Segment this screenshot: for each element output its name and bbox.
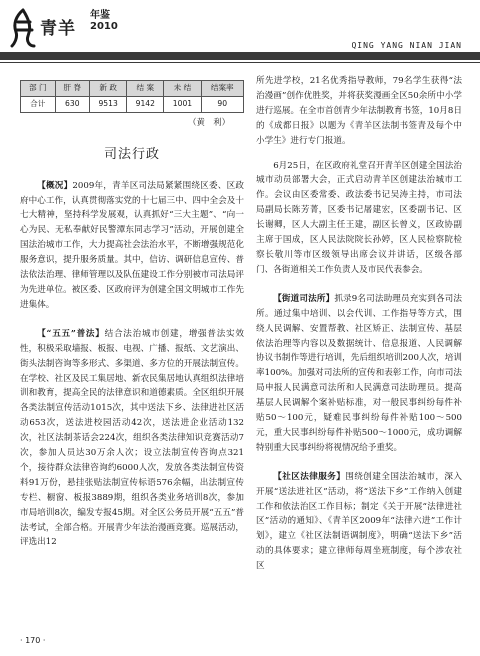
page-header <box>0 0 480 66</box>
paragraph-gap <box>256 278 462 292</box>
paragraph-community-legal <box>256 470 462 574</box>
case-stats-table <box>20 80 244 113</box>
paragraph-text: 围绕创建全国法治城市，深入开展“送法进社区”活动，将“送法下乡”工作纳入创建工作和依法治区工作目标；制定《关于开展“法律进社区”活动的通知》、《青羊区2009年“法律六进”工作计划》，建立《社区法制语调制度》，明确“送法下乡”活动的具体要求；建立律师每周坐班制度，每个涉农社区 <box>256 471 462 572</box>
paragraph-tag: 【概况】 <box>37 180 73 191</box>
table-cell: 630 <box>55 96 90 112</box>
paragraph-text: 2009年，青羊区司法局紧紧围绕区委、区政府中心工作，认真贯彻落实党的十七届三中、四中全会及十七大精神，坚持科学发展观，认真抓好“三大主题”、“向一心为民、无私奉献好民警潭东同志学习”活动，开展创建全国法治城市工作，大力提高社会法治水平，不断增强规范化服务意识，提升服务质量。其中，信访、调研信息宣传、普法依法治理、律师管理以及队伍建设工作分别被市司法局评为先进单位。被区委、区政府评为创建全国文明城市工作先进集体。 <box>20 180 244 310</box>
table-header-cell: 部 门 <box>21 81 56 97</box>
table-header-cell: 结 案 <box>127 81 164 97</box>
paragraph-continued: 所先进学校，21名优秀指导教师，79名学生获得“法治漫画”创作优胜奖，并将获奖漫画全区50余所中小学进行巡展。在全市首创青少年法制教育书签，10月8日的《成都日报》以题为《青羊区法制书签青及每个中小学生》进行专门报道。 <box>256 76 462 146</box>
author-credit: （黄 利） <box>188 116 230 127</box>
paragraph-overview <box>20 179 244 313</box>
table-header-row <box>21 81 244 97</box>
right-column <box>256 74 462 574</box>
logo-year-label: 年鉴 <box>90 10 110 21</box>
table-cell: 9513 <box>90 96 127 112</box>
page-number: · 170 · <box>20 636 46 645</box>
paragraph-gap <box>256 456 462 470</box>
header-rule <box>0 62 480 63</box>
paragraph-text: 抓录9名司法助理员充实到各司法所。通过集中培训、以会代训、工作指导等方式，围绕人民调解、安置帮教、社区矫正、法制宣传、基层依法治理等内容以及数据统计、信息报道、人民调解协议书制作等进行培训，先后组织培训200人次，培训率100%。加强对司法所的宣传和表彰工作，向市司法局申报人民满意司法所和人民满意司法助理员。提高基层人民调解个案补贴标准，对一般民事纠纷每件补贴50～100元，疑难民事纠纷每件补贴100～500元，重大民事纠纷每件补贴500～1000元，成功调解特别重大民事纠纷将视情况给予重奖。 <box>256 293 462 453</box>
paragraph-street-justice <box>256 292 462 456</box>
table-cell: 90 <box>201 96 243 112</box>
left-column <box>20 72 244 550</box>
paragraph-mobilization-meeting: 6月25日，在区政府礼堂召开青羊区创建全国法治城市动员部署大会，正式启动青羊区创建法治城市工作。会议由区委常委、政法委书记吴涛主持，市司法局副局长陈芳菁，区委书记屠建宏，区委副书记、区长谢卿，区人大副主任王建，副区长曾义，区政协副主席于国成，区人民法院院长孙婷，区人民检察院检察长敬川等市区级领导出席会议并讲话，区级各部门、各街道相关工作负责人及市民代表参会。 <box>256 160 462 275</box>
paragraph-tag: 【街道司法所】 <box>273 293 335 304</box>
header-pinyin: QING YANG NIAN JIAN <box>351 41 462 50</box>
header-bar <box>0 52 480 60</box>
table-header-cell: 肝 脊 <box>55 81 90 97</box>
calligraphy-logo-icon <box>10 8 36 48</box>
table-header-cell: 新 政 <box>90 81 127 97</box>
logo-year-number: 2010 <box>90 21 118 32</box>
table-header-cell: 结案率 <box>201 81 243 97</box>
paragraph-legal-education <box>20 327 244 551</box>
paragraph-tag: 【“五五”普法】 <box>37 328 105 339</box>
paragraph-tag: 【社区法律服务】 <box>273 471 346 482</box>
table-header-cell: 未 结 <box>164 81 201 97</box>
section-title: 司法行政 <box>103 146 160 162</box>
table-cell: 1001 <box>164 96 201 112</box>
logo-year <box>90 10 118 32</box>
table-cell: 9142 <box>127 96 164 112</box>
table-row <box>21 96 244 112</box>
paragraph-gap <box>256 149 462 159</box>
logo-name: 青羊 <box>40 19 76 39</box>
paragraph-text: 结合法治城市创建，增强普法实效性，积极采取墙报、板报、电视、广播、报纸、文艺演出、街头法制咨询等多形式、多渠道、多方位的开展法制宣传。在学校、社区及民工集居地、新农民集居地认真组织法律培训和教育，提高全民的法律意识和道德素质。全区组织开展各类法制宣传活动1015次，其中送法下乡、法律进社区活动653次，送法进校园活动42次，送法进企业活动132次，社区法制茶话会224次，组织各类法律知识竞赛活动7次，参加人员达30万余人次；设立法制宣传咨询点321个，接待群众法律咨询约6000人次，发放各类法制宣传资料91万份，悬挂张贴法制宣传标语576余幅，出法制宣传专栏、橱窗、板报3889期，组织各类业务培训8次，参加市局培训8次，编发专报45期。对全区公务员开展“五五”普法考试，全部合格。开展青少年法治漫画竞赛。巡展活动，评选出12 <box>20 328 244 548</box>
paragraph-gap <box>20 313 244 327</box>
table-cell: 合计 <box>21 96 56 112</box>
